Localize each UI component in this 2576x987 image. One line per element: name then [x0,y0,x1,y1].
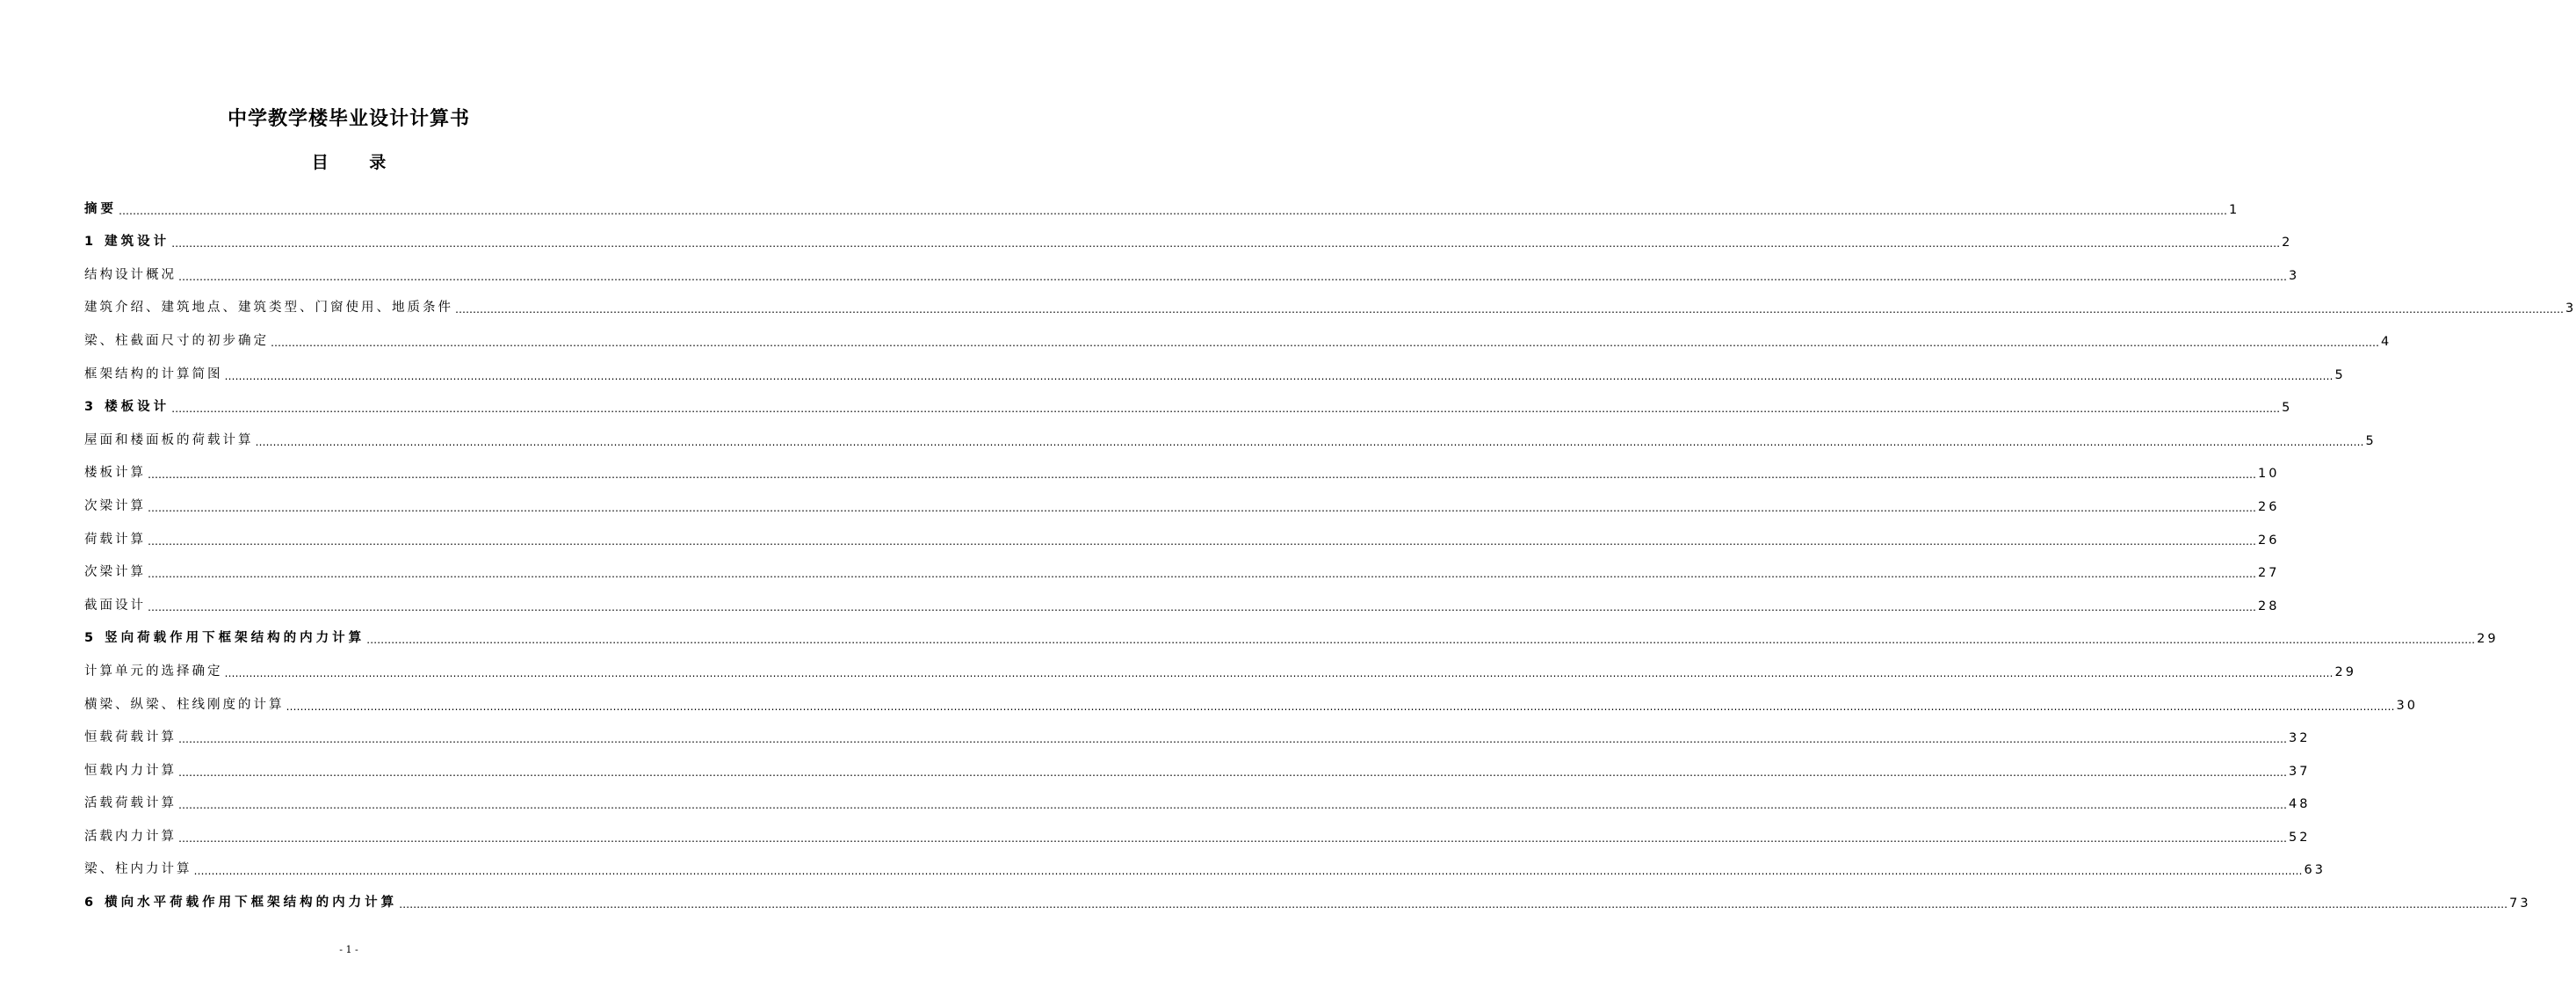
toc-leader-dots: …………………………………………………………………………………………………………………………………………………………………………………………………………………………………………………………………………………………………………………………………………………………………………………………………………………………………………………………………………………………………………………………………………………… [171,403,2281,416]
toc-leader-dots: …………………………………………………………………………………………………………………………………………………………………………………………………………………………………………………………………………………………………………………………………………………………………………………………………………………………………………………………………………………………………………………………………………………… [148,534,2256,548]
toc-entry[interactable] [84,220,2293,253]
toc-entry-page: 3 [2289,268,2300,283]
toc-entry-page: 52 [2289,830,2311,845]
toc-leader-dots: …………………………………………………………………………………………………………………………………………………………………………………………………………………………………………………………………………………………………………………………………………………………………………………………………………………………………………………………………………………………………………………………………………………… [148,600,2256,613]
toc-entry-label: 恒载荷载计算 [84,730,177,745]
toc-entry[interactable] [84,252,2300,286]
toc-entry-label: 摘要 [84,201,117,216]
toc-entry-label: 截面设计 [84,598,146,613]
toc-entry-page: 2 [2282,236,2293,250]
toc-leader-dots: …………………………………………………………………………………………………………………………………………………………………………………………………………………………………………………………………………………………………………………………………………………………………………………………………………………………………………………………………………………………………………………………………………………… [224,369,2334,382]
toc-entry-page: 28 [2258,599,2280,613]
toc-leader-dots: …………………………………………………………………………………………………………………………………………………………………………………………………………………………………………………………………………………………………………………………………………………………………………………………………………………………………………………………………………………………………………………………………………………… [224,666,2334,679]
toc-entry-label: 3 楼板设计 [84,400,170,415]
toc-entry-page: 26 [2258,533,2280,548]
toc-entry-page: 63 [2304,863,2326,878]
toc-entry-label: 5 竖向荷载作用下框架结构的内力计算 [84,631,365,646]
toc-leader-dots: …………………………………………………………………………………………………………………………………………………………………………………………………………………………………………………………………………………………………………………………………………………………………………………………………………………………………………………………………………………………………………………………………………………… [119,204,2227,217]
toc-entry-page: 29 [2477,632,2499,647]
toc-entry-page: 48 [2289,797,2311,812]
toc-entry-page: 32 [2289,731,2311,746]
toc-entry[interactable] [84,880,2531,913]
toc-entry-label: 活载荷载计算 [84,796,177,811]
toc-entry-page: 5 [2334,367,2346,382]
toc-leader-dots: …………………………………………………………………………………………………………………………………………………………………………………………………………………………………………………………………………………………………………………………………………………………………………………………………………………………………………………………………………………………………………………………………………………… [178,831,2287,845]
toc-entry[interactable] [84,748,2311,781]
toc-entry-page: 5 [2282,401,2293,416]
toc-entry[interactable] [84,814,2311,847]
toc-entry-page: 73 [2509,896,2531,911]
toc-entry-page: 27 [2258,566,2280,581]
toc-entry-label: 楼板计算 [84,466,146,481]
toc-entry-label: 屋面和楼面板的荷载计算 [84,432,254,447]
toc-entry[interactable] [84,318,2392,352]
toc-entry-page: 5 [2365,433,2377,448]
toc-entry[interactable] [84,417,2377,451]
toc-entry[interactable] [84,847,2326,881]
toc-leader-dots: …………………………………………………………………………………………………………………………………………………………………………………………………………………………………………………………………………………………………………………………………………………………………………………………………………………………………………………………………………………………………………………………………………………… [455,303,2564,316]
toc-entry-page: 1 [2229,202,2240,217]
toc-entry-page: 37 [2289,764,2311,779]
toc-leader-dots: …………………………………………………………………………………………………………………………………………………………………………………………………………………………………………………………………………………………………………………………………………………………………………………………………………………………………………………………………………………………………………………………………………………… [366,634,2476,647]
toc-entry-page: 4 [2381,334,2392,349]
toc-entry[interactable] [84,616,2499,650]
toc-entry[interactable] [84,385,2293,418]
toc-entry-label: 荷载计算 [84,532,146,547]
document-title: 中学教学楼毕业设计计算书 [227,107,470,130]
toc-entry-label: 梁、柱截面尺寸的初步确定 [84,333,269,348]
page-number: - 1 - [339,944,358,955]
toc-leader-dots: …………………………………………………………………………………………………………………………………………………………………………………………………………………………………………………………………………………………………………………………………………………………………………………………………………………………………………………………………………………………………………………………………………………… [178,270,2287,283]
toc-entry-label: 框架结构的计算简图 [84,366,223,381]
toc-entry[interactable] [84,649,2356,682]
table-of-contents [84,186,2576,913]
toc-entry-page: 3 [2565,301,2576,316]
toc-entry-label: 计算单元的选择确定 [84,664,223,679]
toc-entry-page: 10 [2258,467,2280,482]
toc-leader-dots: …………………………………………………………………………………………………………………………………………………………………………………………………………………………………………………………………………………………………………………………………………………………………………………………………………………………………………………………………………………………………………………………………………………… [178,766,2287,779]
toc-entry-label: 横梁、纵梁、柱线刚度的计算 [84,697,285,712]
toc-leader-dots: …………………………………………………………………………………………………………………………………………………………………………………………………………………………………………………………………………………………………………………………………………………………………………………………………………………………………………………………………………………………………………………………………………………… [148,568,2256,581]
toc-entry[interactable] [84,186,2240,220]
toc-entry-label: 活载内力计算 [84,829,177,844]
toc-heading: 目 录 [311,153,387,172]
toc-leader-dots: …………………………………………………………………………………………………………………………………………………………………………………………………………………………………………………………………………………………………………………………………………………………………………………………………………………………………………………………………………………………………………………………………………………… [178,733,2287,746]
toc-entry-label: 次梁计算 [84,565,146,580]
toc-leader-dots: …………………………………………………………………………………………………………………………………………………………………………………………………………………………………………………………………………………………………………………………………………………………………………………………………………………………………………………………………………………………………………………………………………………… [255,435,2364,448]
toc-entry[interactable] [84,781,2311,815]
toc-entry[interactable] [84,682,2418,715]
toc-entry[interactable] [84,352,2346,385]
toc-entry-label: 恒载内力计算 [84,763,177,778]
toc-entry-page: 29 [2334,664,2356,679]
toc-entry[interactable] [84,451,2280,484]
toc-entry-label: 结构设计概况 [84,267,177,282]
toc-leader-dots: …………………………………………………………………………………………………………………………………………………………………………………………………………………………………………………………………………………………………………………………………………………………………………………………………………………………………………………………………………………………………………………………………………………… [148,468,2256,482]
toc-entry-page: 26 [2258,499,2280,514]
toc-leader-dots: …………………………………………………………………………………………………………………………………………………………………………………………………………………………………………………………………………………………………………………………………………………………………………………………………………………………………………………………………………………………………………………………………………………… [148,501,2256,514]
toc-entry-page: 30 [2396,698,2418,713]
toc-entry[interactable] [84,517,2280,550]
toc-entry[interactable] [84,483,2280,517]
toc-entry-label: 6 横向水平荷载作用下框架结构的内力计算 [84,896,398,911]
toc-leader-dots: …………………………………………………………………………………………………………………………………………………………………………………………………………………………………………………………………………………………………………………………………………………………………………………………………………………………………………………………………………………………………………………………………………………… [171,237,2281,250]
toc-leader-dots: …………………………………………………………………………………………………………………………………………………………………………………………………………………………………………………………………………………………………………………………………………………………………………………………………………………………………………………………………………………………………………………………………………………… [271,336,2379,349]
toc-leader-dots: …………………………………………………………………………………………………………………………………………………………………………………………………………………………………………………………………………………………………………………………………………………………………………………………………………………………………………………………………………………………………………………………………………………… [399,898,2508,911]
toc-entry[interactable] [84,286,2576,319]
toc-entry-label: 1 建筑设计 [84,235,170,250]
toc-leader-dots: …………………………………………………………………………………………………………………………………………………………………………………………………………………………………………………………………………………………………………………………………………………………………………………………………………………………………………………………………………………………………………………………………………………… [193,865,2303,878]
toc-entry-label: 次梁计算 [84,498,146,513]
toc-entry[interactable] [84,550,2280,584]
toc-entry[interactable] [84,583,2280,616]
toc-entry-label: 梁、柱内力计算 [84,862,192,877]
toc-entry-label: 建筑介绍、建筑地点、建筑类型、门窗使用、地质条件 [84,301,453,316]
toc-leader-dots: …………………………………………………………………………………………………………………………………………………………………………………………………………………………………………………………………………………………………………………………………………………………………………………………………………………………………………………………………………………………………………………………………………………… [286,700,2395,713]
toc-entry[interactable] [84,715,2311,749]
toc-leader-dots: …………………………………………………………………………………………………………………………………………………………………………………………………………………………………………………………………………………………………………………………………………………………………………………………………………………………………………………………………………………………………………………………………………………… [178,799,2287,812]
